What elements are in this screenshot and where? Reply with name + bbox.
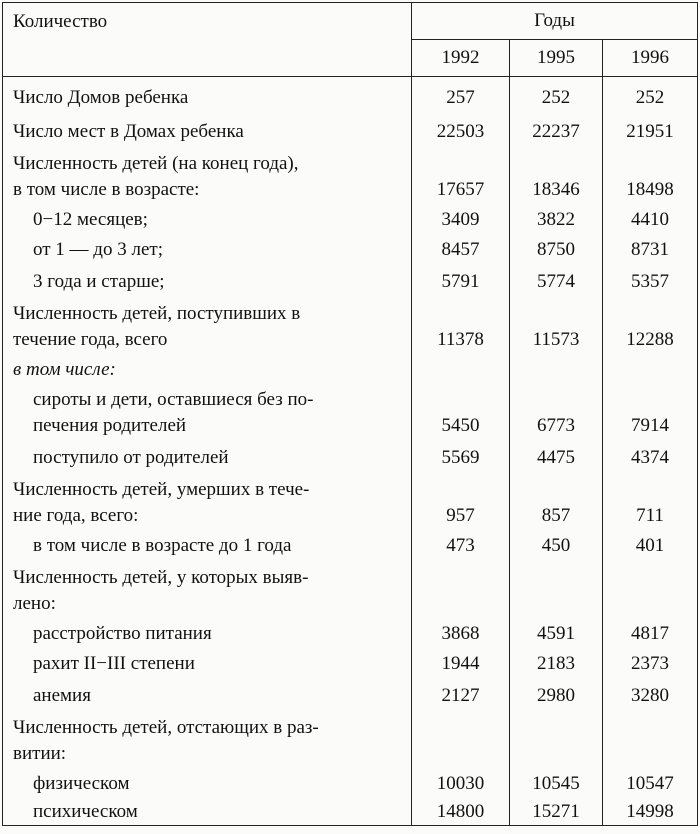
row-label-line: Численность детей, отстающих в раз- [13, 717, 319, 738]
cell-value: 10547 [626, 773, 674, 794]
year-cell [412, 263, 510, 295]
year-cell [510, 797, 603, 826]
year-cell [412, 617, 510, 647]
cell-value: 12288 [626, 329, 674, 350]
year-cell [510, 647, 603, 677]
row-label-line: в том числе в возрасте: [13, 179, 200, 200]
year-cell [603, 797, 698, 826]
cell-value: 1944 [441, 653, 480, 674]
year-cell [412, 767, 510, 797]
year-cell [412, 471, 510, 529]
cell-spacer [603, 387, 697, 413]
year-cell [412, 529, 510, 559]
year-cell [510, 233, 603, 263]
row-label-line: психическом [33, 801, 138, 822]
table-row [3, 709, 698, 767]
table-row [3, 617, 698, 647]
table-row [3, 233, 698, 263]
row-label-line: анемия [33, 685, 91, 706]
row-label-line: витии: [13, 743, 67, 764]
year-cell [510, 111, 603, 145]
cell-spacer [412, 741, 509, 767]
header-year: 1995 [510, 40, 603, 77]
year-cell [603, 295, 698, 353]
row-label [3, 617, 412, 647]
cell-value: 11378 [437, 329, 484, 350]
year-cell [510, 263, 603, 295]
statistics-table [2, 2, 698, 826]
cell-value: 15271 [532, 801, 580, 822]
year-cell [510, 709, 603, 767]
year-cell [603, 77, 698, 112]
row-label-line: рахит II−III степени [33, 653, 195, 674]
year-cell [412, 797, 510, 826]
row-label-line: лено: [13, 593, 56, 614]
row-label-line: печения родителей [33, 415, 187, 436]
row-label-line: Численность детей, поступивших в [13, 303, 301, 324]
table-row [3, 145, 698, 203]
cell-value [603, 565, 697, 591]
cell-spacer [412, 301, 509, 327]
year-cell [510, 471, 603, 529]
cell-spacer [510, 151, 602, 177]
cell-spacer [412, 477, 509, 503]
year-cell [510, 353, 603, 383]
year-cell [510, 383, 603, 439]
row-label-line: 3 года и старше; [33, 271, 165, 292]
cell-spacer [412, 387, 509, 413]
year-cell [510, 767, 603, 797]
cell-value: 4591 [537, 623, 575, 644]
cell-value: 3280 [631, 685, 670, 706]
cell-spacer [510, 591, 602, 617]
cell-value [603, 715, 697, 741]
row-label [3, 677, 412, 709]
year-cell [412, 439, 510, 471]
row-label [3, 471, 412, 529]
year-cell [510, 203, 603, 233]
cell-value: 10545 [532, 773, 580, 794]
cell-value [412, 565, 509, 591]
row-label-line: течение года, всего [13, 329, 168, 350]
year-cell [412, 383, 510, 439]
row-label-line: Численность детей, у которых выяв- [13, 567, 309, 588]
row-label [3, 77, 412, 112]
year-cell [510, 559, 603, 617]
cell-value: 5450 [441, 415, 480, 436]
year-cell [603, 111, 698, 145]
cell-value: 8731 [631, 239, 670, 260]
row-label [3, 439, 412, 471]
table-row [3, 383, 698, 439]
cell-value: 711 [636, 505, 664, 526]
table-row [3, 203, 698, 233]
cell-value: 2127 [441, 685, 480, 706]
row-label [3, 647, 412, 677]
year-cell [510, 77, 603, 112]
cell-value: 4817 [631, 623, 670, 644]
year-cell [603, 617, 698, 647]
table-row [3, 767, 698, 797]
cell-value: 957 [446, 505, 475, 526]
year-cell [603, 439, 698, 471]
year-cell [603, 471, 698, 529]
year-cell [412, 203, 510, 233]
cell-value [603, 357, 697, 383]
cell-value: 4475 [537, 447, 575, 468]
cell-value: 2183 [537, 653, 575, 674]
cell-value: 2980 [537, 685, 575, 706]
header-year: 1992 [412, 40, 510, 77]
row-label-line: 0−12 месяцев; [33, 209, 148, 230]
year-cell [603, 233, 698, 263]
cell-value: 3868 [441, 623, 480, 644]
cell-value: 252 [635, 87, 665, 108]
cell-spacer [510, 301, 602, 327]
cell-value: 5774 [537, 271, 575, 292]
cell-value: 18498 [626, 179, 674, 200]
cell-spacer [603, 151, 697, 177]
year-cell [412, 145, 510, 203]
cell-spacer [603, 591, 697, 617]
cell-value [510, 565, 602, 591]
cell-value: 5791 [441, 271, 480, 292]
table-row [3, 529, 698, 559]
table-body [3, 77, 698, 826]
row-label [3, 145, 412, 203]
row-label [3, 709, 412, 767]
cell-value: 14800 [436, 801, 485, 822]
table-row [3, 295, 698, 353]
cell-value: 6773 [537, 415, 575, 436]
cell-spacer [412, 151, 509, 177]
cell-value: 14998 [626, 801, 674, 822]
cell-value: 3409 [441, 209, 480, 230]
row-label-line: Численность детей (на конец года), [13, 153, 299, 174]
row-label-line: сироты и дети, оставшиеся без по- [33, 389, 314, 410]
cell-spacer [603, 301, 697, 327]
cell-value: 857 [541, 505, 571, 526]
table-row [3, 677, 698, 709]
header-quantity: Количество [3, 3, 412, 77]
year-cell [603, 529, 698, 559]
year-cell [412, 559, 510, 617]
row-label-line: Численность детей, умерших в тече- [13, 479, 310, 500]
row-label-line: в том числе: [13, 359, 116, 380]
table-row [3, 77, 698, 112]
year-cell [412, 353, 510, 383]
row-label-line: поступило от родителей [33, 447, 229, 468]
row-label-line: физическом [33, 773, 130, 794]
header-year: 1996 [603, 40, 698, 77]
table-row [3, 353, 698, 383]
year-cell [510, 617, 603, 647]
row-label [3, 263, 412, 295]
row-label [3, 111, 412, 145]
cell-value: 252 [541, 87, 571, 108]
year-cell [603, 263, 698, 295]
row-label [3, 295, 412, 353]
row-label [3, 529, 412, 559]
year-cell [603, 383, 698, 439]
year-cell [603, 709, 698, 767]
cell-value: 401 [635, 535, 665, 556]
cell-spacer [603, 477, 697, 503]
cell-value: 22503 [436, 121, 485, 142]
year-cell [603, 203, 698, 233]
cell-value: 21951 [626, 121, 674, 142]
cell-spacer [510, 387, 602, 413]
cell-value [510, 715, 602, 741]
cell-value: 4410 [631, 209, 670, 230]
year-cell [412, 111, 510, 145]
year-cell [412, 647, 510, 677]
row-label [3, 559, 412, 617]
cell-value: 257 [446, 87, 475, 108]
row-label [3, 233, 412, 263]
header-years: Годы [412, 3, 698, 40]
year-cell [510, 145, 603, 203]
cell-spacer [603, 741, 697, 767]
year-cell [510, 529, 603, 559]
cell-value [412, 357, 509, 383]
cell-value: 473 [446, 535, 475, 556]
cell-spacer [510, 741, 602, 767]
row-label-line: в том числе в возрасте до 1 года [33, 535, 292, 556]
year-cell [603, 767, 698, 797]
row-label [3, 383, 412, 439]
year-cell [603, 559, 698, 617]
row-label [3, 767, 412, 797]
cell-value: 7914 [631, 415, 670, 436]
cell-value: 8750 [537, 239, 575, 260]
cell-value: 11573 [532, 329, 580, 350]
table-row [3, 439, 698, 471]
row-label-line: Число Домов ребенка [13, 87, 189, 108]
table-row [3, 559, 698, 617]
year-cell [603, 647, 698, 677]
cell-value: 8457 [441, 239, 480, 260]
year-cell [412, 295, 510, 353]
year-cell [510, 439, 603, 471]
year-cell [412, 233, 510, 263]
cell-value: 3822 [537, 209, 575, 230]
year-cell [603, 677, 698, 709]
cell-value: 4374 [631, 447, 670, 468]
cell-value: 2373 [631, 653, 670, 674]
table-row [3, 471, 698, 529]
cell-spacer [510, 477, 602, 503]
table-row [3, 797, 698, 826]
cell-value: 17657 [436, 179, 485, 200]
row-label-line: ние года, всего: [13, 505, 139, 526]
year-cell [412, 677, 510, 709]
row-label-line: Число мест в Домах ребенка [13, 121, 244, 142]
year-cell [510, 677, 603, 709]
cell-value [412, 715, 509, 741]
cell-spacer [412, 591, 509, 617]
row-label [3, 797, 412, 826]
row-label-line: расстройство питания [33, 623, 212, 644]
cell-value: 22237 [532, 121, 580, 142]
year-cell [510, 295, 603, 353]
table-row [3, 647, 698, 677]
cell-value: 10030 [436, 773, 485, 794]
cell-value: 5357 [631, 271, 670, 292]
row-label [3, 353, 412, 383]
year-cell [412, 77, 510, 112]
row-label-line: от 1 — до 3 лет; [33, 239, 163, 260]
year-cell [412, 709, 510, 767]
cell-value: 18346 [532, 179, 580, 200]
year-cell [603, 353, 698, 383]
cell-value: 5569 [441, 447, 480, 468]
row-label [3, 203, 412, 233]
cell-value: 450 [541, 535, 571, 556]
table-row [3, 111, 698, 145]
year-cell [603, 145, 698, 203]
cell-value [510, 357, 602, 383]
table-row [3, 263, 698, 295]
